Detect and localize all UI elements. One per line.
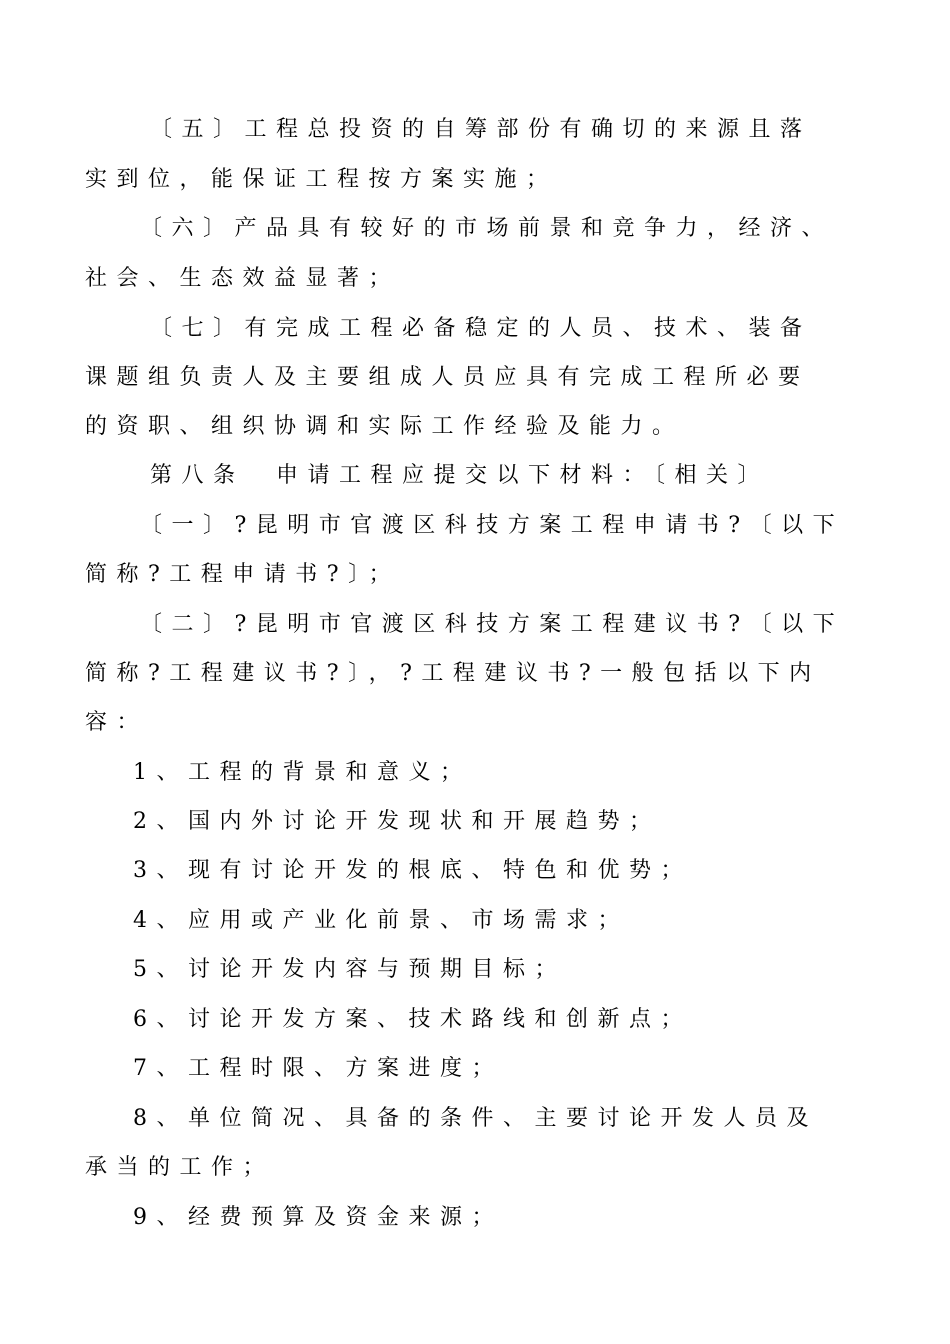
text-line-12: 简称?工程建议书?〕，?工程建议书?一般包括以下内 xyxy=(85,661,821,686)
text-line-8: 第八条 申请工程应提交以下材料：〔相关〕 xyxy=(150,463,770,488)
text-line-14: 1、工程的背景和意义； xyxy=(133,760,472,785)
text-line-7: 的资职、组织协调和实际工作经验及能力。 xyxy=(85,414,684,439)
text-line-15: 2、国内外讨论开发现状和开展趋势； xyxy=(133,809,661,834)
text-line-10: 简称?工程申请书?〕； xyxy=(85,562,401,587)
text-line-11: 〔二〕?昆明市官渡区科技方案工程建议书?〔以下 xyxy=(140,612,845,637)
text-line-23: 9、经费预算及资金来源； xyxy=(133,1205,503,1230)
text-line-2: 实到位，能保证工程按方案实施； xyxy=(85,167,558,192)
text-line-21: 8、单位简况、具备的条件、主要讨论开发人员及 xyxy=(133,1106,818,1131)
text-line-4: 社会、生态效益显著； xyxy=(85,266,401,291)
text-line-5: 〔七〕有完成工程必备稳定的人员、技术、装备 xyxy=(150,316,812,341)
text-line-20: 7、工程时限、方案进度； xyxy=(133,1056,503,1081)
text-line-22: 承当的工作； xyxy=(85,1155,275,1180)
text-line-13: 容： xyxy=(85,710,149,735)
text-line-17: 4、应用或产业化前景、市场需求； xyxy=(133,908,629,933)
text-line-9: 〔一〕?昆明市官渡区科技方案工程申请书?〔以下 xyxy=(140,513,845,538)
text-line-1: 〔五〕工程总投资的自筹部份有确切的来源且落 xyxy=(150,117,812,142)
text-line-16: 3、现有讨论开发的根底、特色和优势； xyxy=(133,858,692,883)
text-line-6: 课题组负责人及主要组成人员应具有完成工程所必要 xyxy=(85,365,810,390)
text-line-19: 6、讨论开发方案、技术路线和创新点； xyxy=(133,1007,692,1032)
text-line-3: 〔六〕产品具有较好的市场前景和竞争力，经济、 xyxy=(140,216,834,241)
text-line-18: 5、讨论开发内容与预期目标； xyxy=(133,957,566,982)
